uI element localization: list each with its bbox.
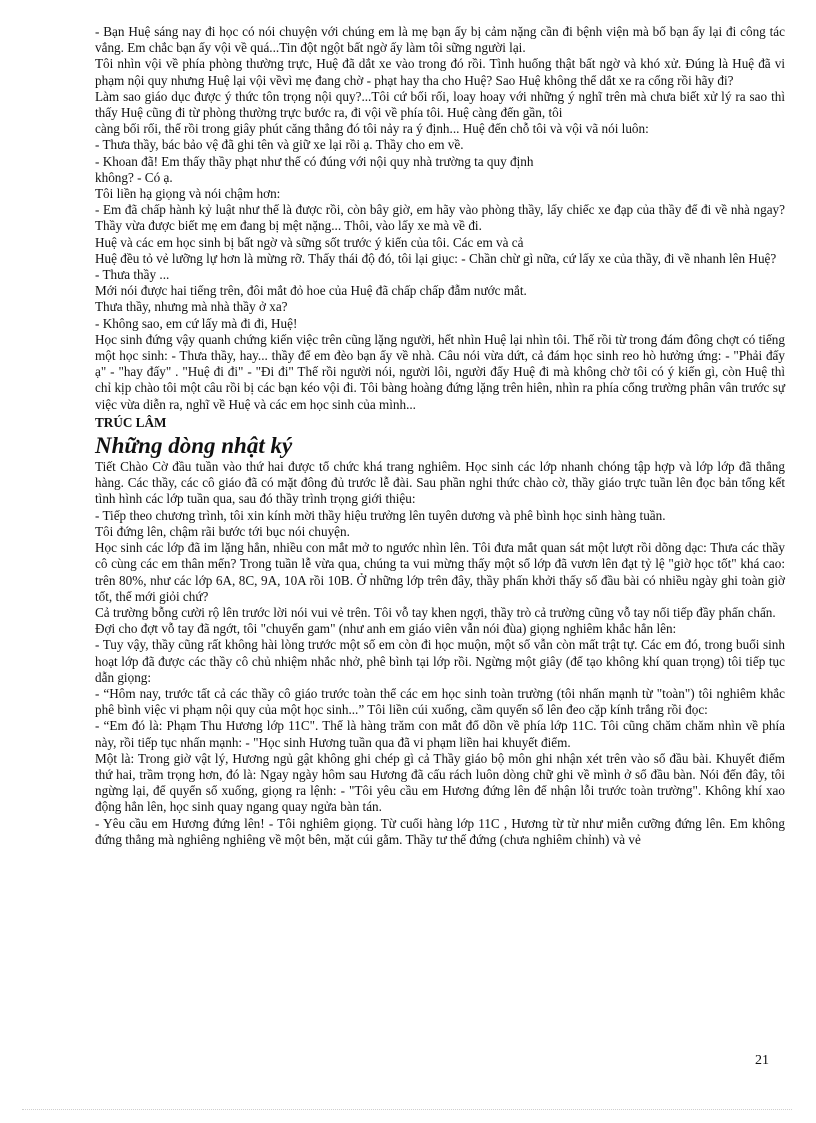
paragraph: - Khoan đã! Em thấy thầy phạt như thế có đúng với nội quy nhà trường ta quy định [95, 153, 534, 169]
paragraph: - Thưa thầy ... [95, 267, 170, 283]
paragraph: Tôi đứng lên, chậm rãi bước tới bục nói chuyện. [95, 523, 350, 539]
paragraph: - Em đã chấp hành kỷ luật như thế là được rồi, còn bây giờ, em hãy vào phòng thầy, lấy chiếc xe đạp của thầy để đi về nhà ngay? Thầy vừa được biết mẹ em đang bị mệt nặng... Thôi, vào lấy xe mà về đi. [95, 202, 785, 234]
paragraph: - Không sao, em cứ lấy mà đi đi, Huệ! [95, 315, 298, 331]
paragraph: - Bạn Huệ sáng nay đi học có nói chuyện với chúng em là mẹ bạn ấy bị cảm nặng cần đi bệnh viện mà bố bạn ấy lại đi công tác vắng. Em chắc bạn ấy vội về quá...Tin đột ngột bất ngờ ấy làm tôi sững người lại. [95, 24, 785, 56]
paragraph: Làm sao giáo dục được ý thức tôn trọng nội quy?...Tôi cứ bối rối, loay hoay với những ý nghĩ trên mà chưa biết xử lý ra sao thì thấy Huệ cũng đi từ phòng thường trực bước ra, đi vội về phía tôi. Huệ càng đến gần, tôi [95, 88, 785, 121]
paragraph: Tiết Chào Cờ đầu tuần vào thứ hai được tổ chức khá trang nghiêm. Học sinh các lớp nhanh chóng tập hợp và lớp lớp đã thẳng hàng. Các thầy, các cô giáo đã có mặt đông đủ trước lễ đài. Sau phần nghi thức chào cờ, thầy giáo trực tuần lên đọc bản tổng kết tình hình các lớp tuần qua, sau đó thầy trình trọng giới thiệu: [95, 459, 785, 507]
document-page [95, 24, 785, 848]
story-part-2 [95, 459, 785, 848]
paragraph: Học sinh đứng vậy quanh chứng kiến việc trên cũng lặng người, hết nhìn Huệ lại nhìn tôi. Thế rồi từ trong đám đông chợt có tiếng một học sinh: - Thưa thầy, hay... thầy để em đèo bạn ấy về nhà. Câu nói vừa dứt, cả đám học sinh reo hò hưởng ứng: - "Phải đấy ạ" - "hay đấy" . "Huệ đi đi" - "Đi đi" Thế rồi người nói, người lôi, người đẩy Huệ đi mà không chờ tôi có ý kiến gì, còn Huệ thì chỉ kịp chào tôi một câu rồi bị các bạn kéo vội đi. Tôi bàng hoàng đứng lặng trên hiên, nhìn ra phía cổng trường phân vân trước sự việc vừa diễn ra, nghĩ về Huệ và các em học sinh của mình... [95, 331, 785, 412]
paragraph: - “Hôm nay, trước tất cả các thầy cô giáo trước toàn thể các em học sinh toàn trường (tôi nhấn mạnh từ "toàn") tôi nghiêm khắc phê bình việc vi phạm nội quy của một học sinh...” Tôi liền cúi xuống, cầm quyển sổ lên đeo cặp kính trắng rồi đọc: [95, 685, 785, 718]
paragraph: không? - Có ạ. [95, 169, 173, 185]
paragraph: Huệ đều tỏ vẻ lưỡng lự hơn là mừng rỡ. Thấy thái độ đó, tôi lại giục: - Chần chừ gì nữa, cứ lấy xe của thầy, đi về nhanh lên Huệ? [95, 250, 777, 266]
author-name: TRÚC LÂM [95, 414, 167, 430]
paragraph: Tôi liền hạ giọng và nói chậm hơn: [95, 186, 281, 202]
paragraph: - “Em đó là: Phạm Thu Hương lớp 11C". Thế là hàng trăm con mắt đổ dồn về phía lớp 11C. Tôi cũng chăm chăm nhìn về phía này, rồi tiếp tục nhấn mạnh: - "Học sinh Hương tuần qua đã vi phạm liền hai khuyết điểm. [95, 718, 785, 750]
paragraph: - Tuy vậy, thầy cũng rất không hài lòng trước một số em còn đi học muộn, một số vẫn còn mất trật tự. Các em đó, trong buổi sinh hoạt lớp đã được các thầy cô chủ nhiệm nhắc nhở, phê bình tại lớp rồi. Ngừng một giây (để tạo không khí quan trọng) tôi tiếp tục dẫn giọng: [95, 637, 785, 685]
paragraph: Thưa thầy, nhưng mà nhà thầy ở xa? [95, 299, 288, 315]
page-number: 21 [755, 1053, 769, 1068]
story-title: Những dòng nhật ký [95, 433, 293, 459]
paragraph: - Thưa thầy, bác bảo vệ đã ghi tên và giữ xe lại rồi ạ. Thầy cho em về. [95, 137, 464, 153]
paragraph: Một là: Trong giờ vật lý, Hương ngủ gật không ghi chép gì cả Thầy giáo bộ môn ghi nhận xét trên vào sổ đầu bài. Khuyết điểm thứ hai, trầm trọng hơn, đó là: Ngay ngày hôm sau Hương đã cấu rách luôn dòng chữ ghi về mình ở sổ đầu bàn. Nói đến đây, tôi ngừng lại, để quyển sổ xuống, giọng ra lệnh: - "Tôi yêu cầu em Hương đứng lên để nhận lỗi trước toàn trường". Không khí xao động hẳn lên, học sinh quay ngang quay ngửa bàn tán. [95, 750, 785, 815]
paragraph: càng bối rối, thế rồi trong giây phút căng thẳng đó tôi nảy ra ý định... Huệ đến chỗ tôi và vội vã nói luôn: [95, 121, 649, 137]
paragraph: Tôi nhìn vội về phía phòng thường trực, Huệ đã dắt xe vào trong đó rồi. Tình huống thật bất ngờ và khó xử. Đúng là Huệ đã vi phạm nội quy nhưng Huệ lại vội vềvì mẹ đang chờ - phạt hay tha cho Huệ? Sao Huệ không thể dắt xe ra cổng rồi hãy đi? [95, 56, 785, 88]
paragraph: - Tiếp theo chương trình, tôi xin kính mời thầy hiệu trưởng lên tuyên dương và phê bình học sinh hàng tuần. [95, 507, 666, 523]
paragraph: Đợi cho đợt vỗ tay đã ngớt, tôi "chuyển gam" (như anh em giáo viên vẫn nói đùa) giọng nghiêm khắc hẳn lên: [95, 621, 677, 637]
footer-divider [22, 1109, 792, 1110]
story-part-1 [95, 24, 785, 413]
paragraph: Mới nói được hai tiếng trên, đôi mắt đỏ hoe của Huệ đã chấp chấp đẫm nước mắt. [95, 283, 527, 299]
paragraph: Huệ và các em học sinh bị bất ngờ và sững sốt trước ý kiến của tôi. Các em và cả [95, 234, 524, 250]
paragraph: Học sinh các lớp đã im lặng hẳn, nhiều con mắt mở to ngước nhìn lên. Tôi đưa mắt quan sát một lượt rồi dõng dạc: Thưa các thầy cô cùng các em thân mến? Trong tuần lễ vừa qua, chúng ta vui mừng thấy một số lớp đã vươn lên đạt tỷ lệ "giờ học tốt" khá cao: trên 80%, như các lớp 6A, 8C, 9A, 10A rồi 10B. Ở những lớp trên đây, thầy phấn khởi thấy số đầu bài có nhiều ngày ghi toàn giờ tốt, thế mới giỏi chứ? [95, 540, 785, 604]
paragraph: - Yêu cầu em Hương đứng lên! - Tôi nghiêm giọng. Từ cuối hàng lớp 11C , Hương từ từ như miễn cưỡng đứng lên. Em không đứng thẳng mà nghiêng nghiêng về một bên, mặt cúi gằm. Thầy tư thế đứng (chưa nghiêm chỉnh) và vẻ [95, 815, 785, 847]
paragraph: Cả trường bỗng cười rộ lên trước lời nói vui vẻ trên. Tôi vỗ tay khen ngợi, thầy trò cả trường cũng vỗ tay nối tiếp đầy phấn chấn. [95, 604, 776, 620]
